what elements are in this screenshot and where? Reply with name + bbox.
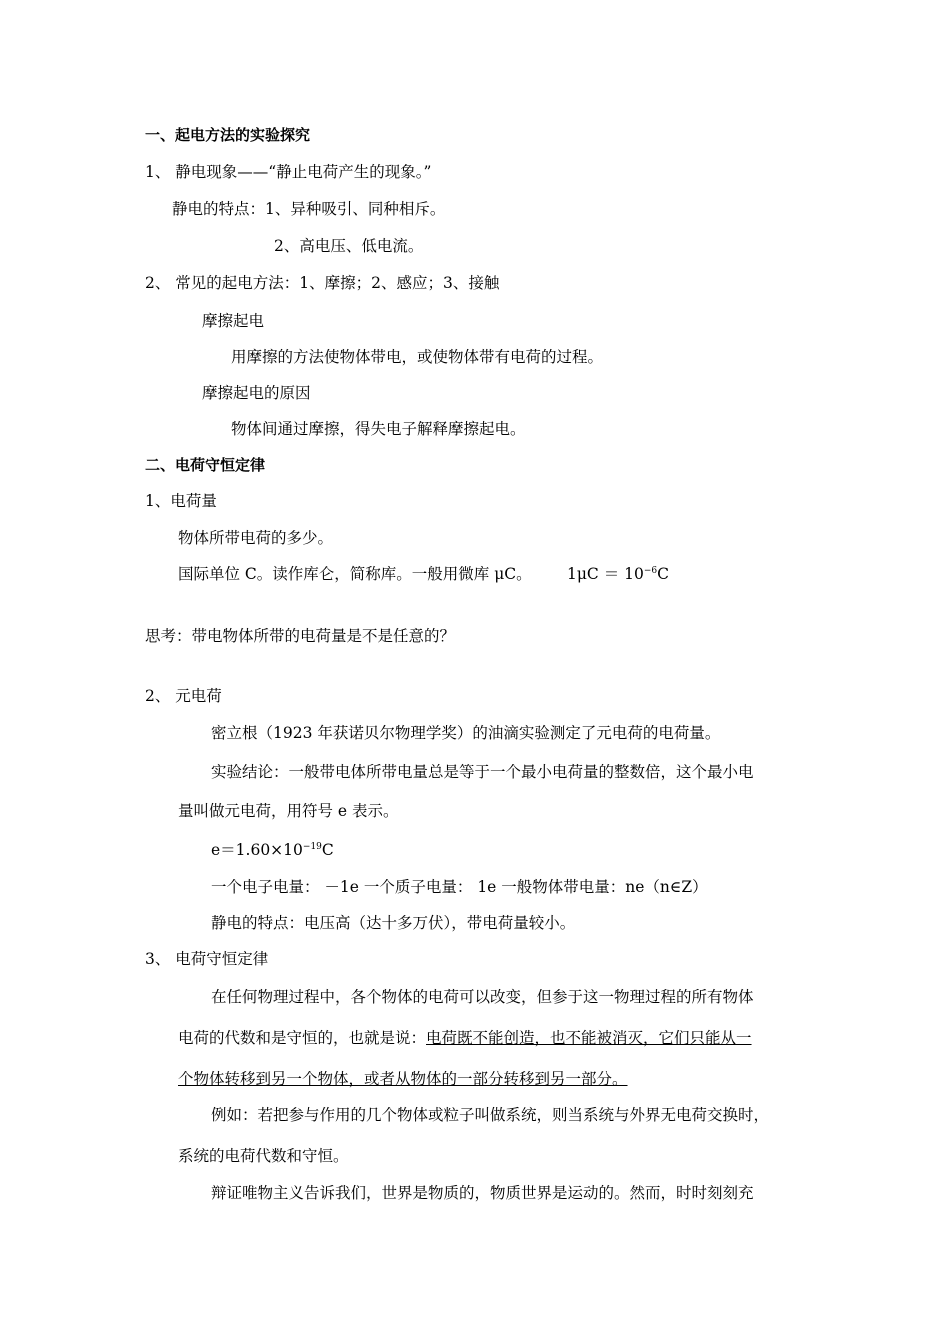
equation-unit: C [657,565,670,583]
dialectic-paragraph: 辩证唯物主义告诉我们，世界是物质的，物质世界是运动的。然而，时时刻刻充 [211,1184,754,1202]
particle-charges: 一个电子电量： －1e 一个质子电量： 1e 一般物体带电量：ne（n∈Z） [211,878,708,896]
static-features-summary: 静电的特点：电压高（达十多万伏），带电荷量较小。 [211,914,576,932]
e-value-base: e＝1.60×10 [211,841,303,859]
e-value-exponent: −19 [302,842,322,852]
equation-base: 1μC ＝ 10 [567,565,644,583]
law-paragraph-line-1: 在任何物理过程中，各个物体的电荷可以改变，但参于这一物理过程的所有物体 [211,988,754,1006]
section-heading-1: 一、起电方法的实验探究 [145,126,311,144]
example-line-2: 系统的电荷代数和守恒。 [178,1147,349,1165]
item-1-charge-quantity: 1、电荷量 [145,492,217,510]
charge-definition: 物体所带电荷的多少。 [178,529,334,547]
section-heading-2: 二、电荷守恒定律 [145,456,266,474]
think-question: 思考：带电物体所带的电荷量是不是任意的？ [145,627,456,645]
friction-cause-description: 物体间通过摩擦，得失电子解释摩擦起电。 [231,420,526,438]
law-underlined-text: 电荷既不能创造，也不能被消灭，它们只能从一 [426,1029,752,1047]
item-2-charging-methods: 2、 常见的起电方法：1、摩擦；2、感应；3、接触 [145,274,500,292]
law-paragraph-line-3: 个物体转移到另一个物体，或者从物体的一部分转移到另一部分。 [178,1070,628,1088]
experiment-conclusion-line-2: 量叫做元电荷，用符号 e 表示。 [178,802,399,820]
friction-cause-title: 摩擦起电的原因 [202,384,311,402]
experiment-conclusion-line-1: 实验结论：一般带电体所带电量总是等于一个最小电荷量的整数倍，这个最小电 [211,763,754,781]
equation-exponent: −6 [643,566,658,576]
e-value-unit: C [321,841,334,859]
charge-unit-text: 国际单位 C。读作库仑，简称库。一般用微库 μC。 [178,565,532,583]
static-features-line-1: 静电的特点：1、异种吸引、同种相斥。 [172,200,446,218]
law-paragraph-line-2 [178,1027,752,1049]
friction-title: 摩擦起电 [202,312,265,330]
item-1-static-phenomenon: 1、 静电现象——“静止电荷产生的现象。” [145,163,432,181]
millikan-experiment: 密立根（1923 年获诺贝尔物理学奖）的油滴实验测定了元电荷的电荷量。 [211,724,721,742]
item-2-elementary-charge: 2、 元电荷 [145,687,222,705]
static-features-line-2: 2、高电压、低电流。 [274,237,424,255]
law-plain-text: 电荷的代数和是守恒的，也就是说： [178,1029,427,1047]
item-3-conservation-law: 3、 电荷守恒定律 [145,950,269,968]
friction-description: 用摩擦的方法使物体带电，或使物体带有电荷的过程。 [231,348,604,366]
elementary-charge-value [211,839,334,861]
charge-unit-equation [567,563,669,585]
example-line-1: 例如：若把参与作用的几个物体或粒子叫做系统，则当系统与外界无电荷交换时， [211,1106,770,1124]
